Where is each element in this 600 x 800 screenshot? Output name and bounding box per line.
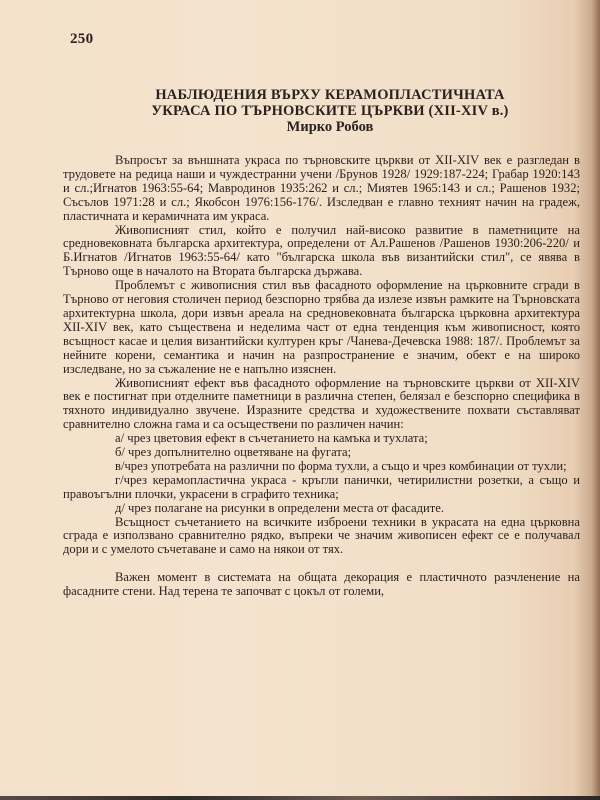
list-item-a: а/ чрез цветовия ефект в съчетанието на камъка и тухлата; xyxy=(115,431,428,446)
page-right-edge-shadow xyxy=(592,0,600,800)
article-heading xyxy=(80,87,580,136)
paragraph-5: Всъщност съчетанието на всичките изброени техники в украсата на една църковна сграда е използвано сравнително рядко, въпреки че значим живописен ефект се е получавал дори и с умелото съчетаване и само на някои от тях. xyxy=(63,514,580,557)
paragraph-1: Въпросът за външната украса по търновските църкви от XII-XIV век е разгледан в трудовете на редица наши и чуждестранни учени /Брунов 1928/ 1929:187-224; Грабар 1920:143 и сл.;Игнатов 1963:55-64; Мавродинов 1935:262 и сл.; Миятев 1965:143 и сл.; Рашенов 1932; Съсълов 1971:28 и сл.; Якобсон 1976:156-176/. Изследван е главно техният начин на градеж, пластичната и керамичната им украса. xyxy=(63,153,580,223)
paragraph-3: Проблемът с живописния стил във фасадното оформление на църковните сгради в Търново от неговия столичен период безспорно трябва да излезе извън рамките на Търновската архитектурна школа, дори извън ареала на средновековната българска църковна архитектура XII-XIV век, като съществена и неделима част от една тенденция към живописност, която всъщност касае и целия византийски културен кръг /Чанева-Дечевска 1988: 187/. Проблемът за нейните корени, семантика и начин на разпространение е значим, обект е на широко изследване, но за съжаление не е напълно изяснен. xyxy=(63,278,580,376)
paragraph-4: Живописният ефект във фасадното оформление на търновските църкви от XII-XIV век е постигнат при отделните паметници в различна степен, белязал е безспорно специфика в тяхното индивидуално звучене. Изразните средства и художествените похвати съставляват сравнително сложна гама и са осъществени по различен начин: xyxy=(63,375,580,432)
article-body xyxy=(63,154,580,599)
paragraph-2: Живописният стил, който е получил най-високо развитие в паметниците на средновековната българска архитектура, определени от Ал.Рашенов /Рашенов 1930:206-220/ и Б.Игнатов /Игнатов 1963:55-64/ като "българска школа във византийски стил", се явява в Търново още в началото на Втората българска държава. xyxy=(63,222,580,279)
title-line-1: НАБЛЮДЕНИЯ ВЪРХУ КЕРАМОПЛАСТИЧНАТА xyxy=(155,87,505,103)
list-item-g: г/чрез керамопластична украса - кръгли панички, четирилистни розетки, а също и правоъгълни плочки, украсени в сграфито техника; xyxy=(63,472,580,501)
list-item-v: в/чрез употребата на различни по форма тухли, а също и чрез комбинации от тухли; xyxy=(115,458,567,473)
page-bottom-edge xyxy=(0,796,600,800)
list-item-b: б/ чрез допълнително оцветяване на фугата; xyxy=(115,445,352,460)
paragraph-6: Важен момент в системата на общата декорация е пластичното разчленение на фасадните стени. Над терена те започват с цокъл от големи, xyxy=(63,570,580,599)
title-line-2: УКРАСА ПО ТЪРНОВСКИТЕ ЦЪРКВИ (XII-XIV в.) xyxy=(151,103,509,119)
author-name: Мирко Робов xyxy=(286,119,374,135)
page-number: 250 xyxy=(70,31,94,47)
list-item-d: д/ чрез полагане на рисунки в определени места от фасадите. xyxy=(115,500,444,515)
